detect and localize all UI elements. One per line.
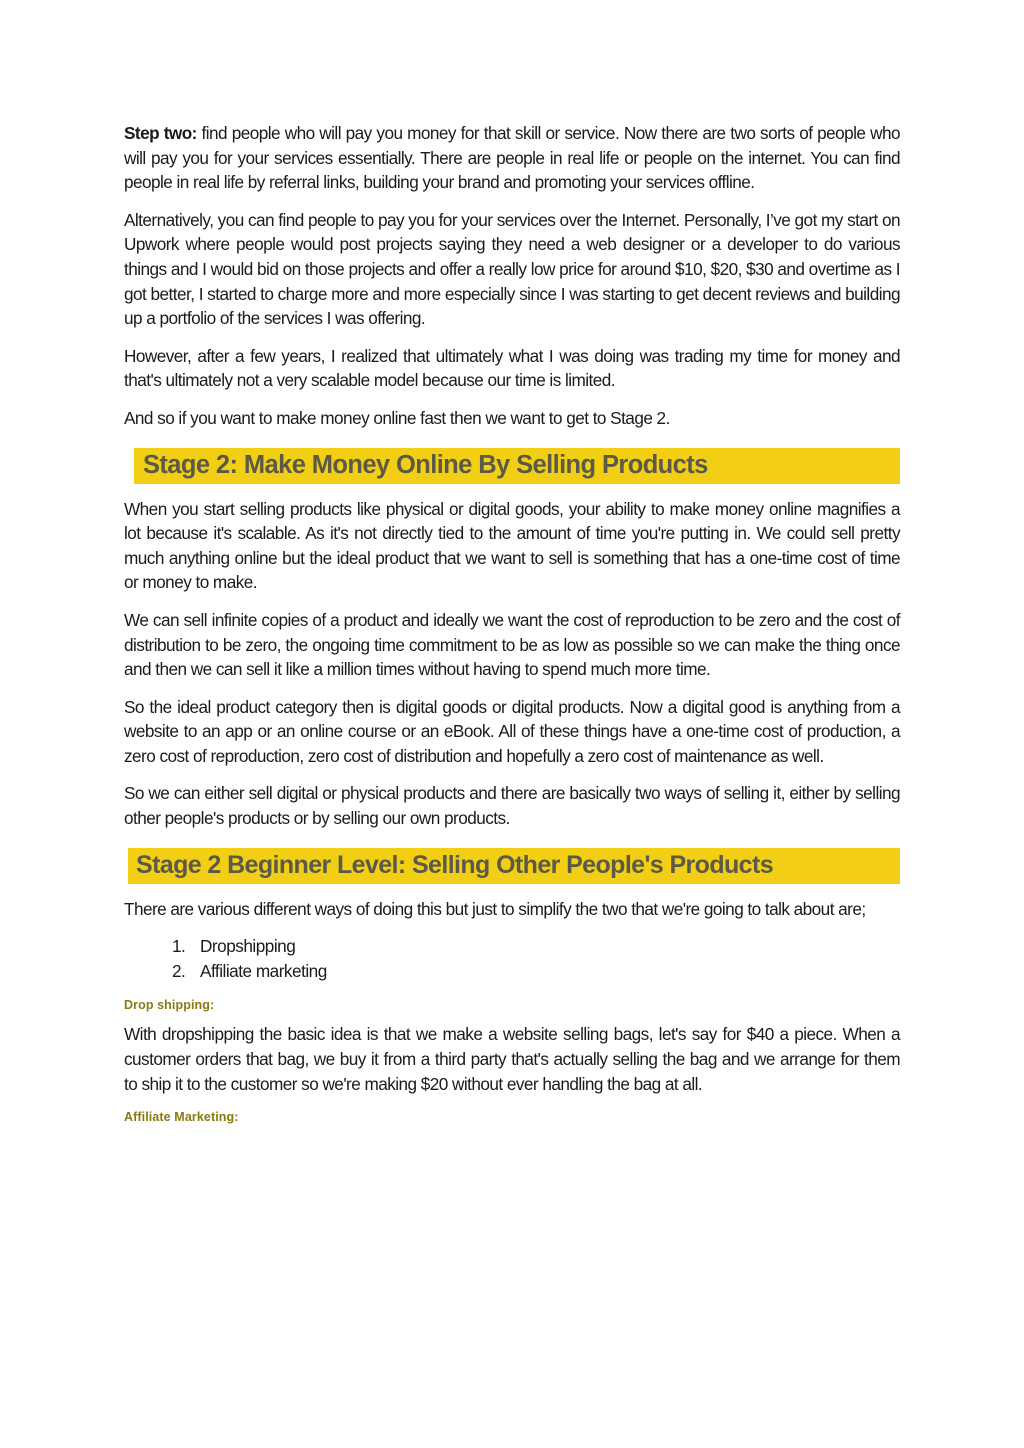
paragraph-digital-goods: So the ideal product category then is digital goods or digital products. Now a digital good is anything from a website to an app or an online course or an eBook. All of these things have a one-time cost of production, a zero cost of reproduction, zero cost of distribution and hopefully a zero cost of maintenance as well. <box>124 696 900 766</box>
paragraph-stage2-intro: And so if you want to make money online fast then we want to get to Stage 2. <box>124 407 670 428</box>
paragraph-trading-time: However, after a few years, I realized that ultimately what I was doing was trading my time for money and that's ultimately not a very scalable model because our time is limited. <box>124 345 900 391</box>
list-item-number: 1. <box>172 936 186 957</box>
list-item-text: Dropshipping <box>200 936 296 957</box>
subheading-drop-shipping: Drop shipping: <box>124 998 215 1013</box>
list-item <box>172 959 900 984</box>
paragraph-upwork: Alternatively, you can find people to pay you for your services over the Internet. Personally, I’ve got my start on Upwork where people would post projects saying they need a web designer or a developer to do various things and I would bid on those projects and offer a really low price for around $10, $20, $30 and overtime as I got better, I started to charge more and more especially since I was starting to get decent reviews and building up a portfolio of the services I was offering. <box>124 209 900 329</box>
list-item <box>172 934 900 959</box>
page-content <box>124 121 900 1134</box>
paragraph-selling-products: When you start selling products like physical or digital goods, your ability to make money online magnifies a lot because it's scalable. As it's not directly tied to the amount of time you're putting in. We could sell pretty much anything online but the ideal product that we want to sell is something that has a one-time cost of time or money to make. <box>124 498 900 593</box>
paragraph-step-two <box>124 121 900 195</box>
section-heading-beginner: Stage 2 Beginner Level: Selling Other People's Products <box>136 851 774 880</box>
methods-list <box>124 934 900 983</box>
paragraph-infinite-copies: We can sell infinite copies of a product and ideally we want the cost of reproduction to be zero and the cost of distribution to be zero, the ongoing time commitment to be as low as possible so we can make the thing once and then we can sell it like a million times without having to spend much more time. <box>124 609 900 680</box>
section-heading-band <box>134 448 900 484</box>
paragraph-two-ways: So we can either sell digital or physical products and there are basically two ways of selling it, either by selling other people's products or by selling our own products. <box>124 783 900 829</box>
paragraph-various-ways: There are various different ways of doing this but just to simplify the two that we're going to talk about are; <box>124 898 866 919</box>
step-two-label: Step two: <box>124 123 197 143</box>
list-item-number: 2. <box>172 960 186 981</box>
section-heading-band <box>128 848 900 884</box>
paragraph-dropshipping: With dropshipping the basic idea is that we make a website selling bags, let's say for $40 a piece. When a customer orders that bag, we buy it from a third party that's actually selling the bag and we arrange for them to ship it to the customer so we're making $20 without ever handling the bag at all. <box>124 1024 900 1094</box>
list-item-text: Affiliate marketing <box>200 960 327 981</box>
subheading-affiliate-marketing: Affiliate Marketing: <box>124 1110 239 1125</box>
step-two-text: find people who will pay you money for that skill or service. Now there are two sorts of people who will pay you for your services essentially. There are people in real life or people on the internet. You can find people in real life by referral links, building your brand and promoting your services offline. <box>124 123 901 193</box>
section-heading-stage2: Stage 2: Make Money Online By Selling Products <box>143 451 708 480</box>
